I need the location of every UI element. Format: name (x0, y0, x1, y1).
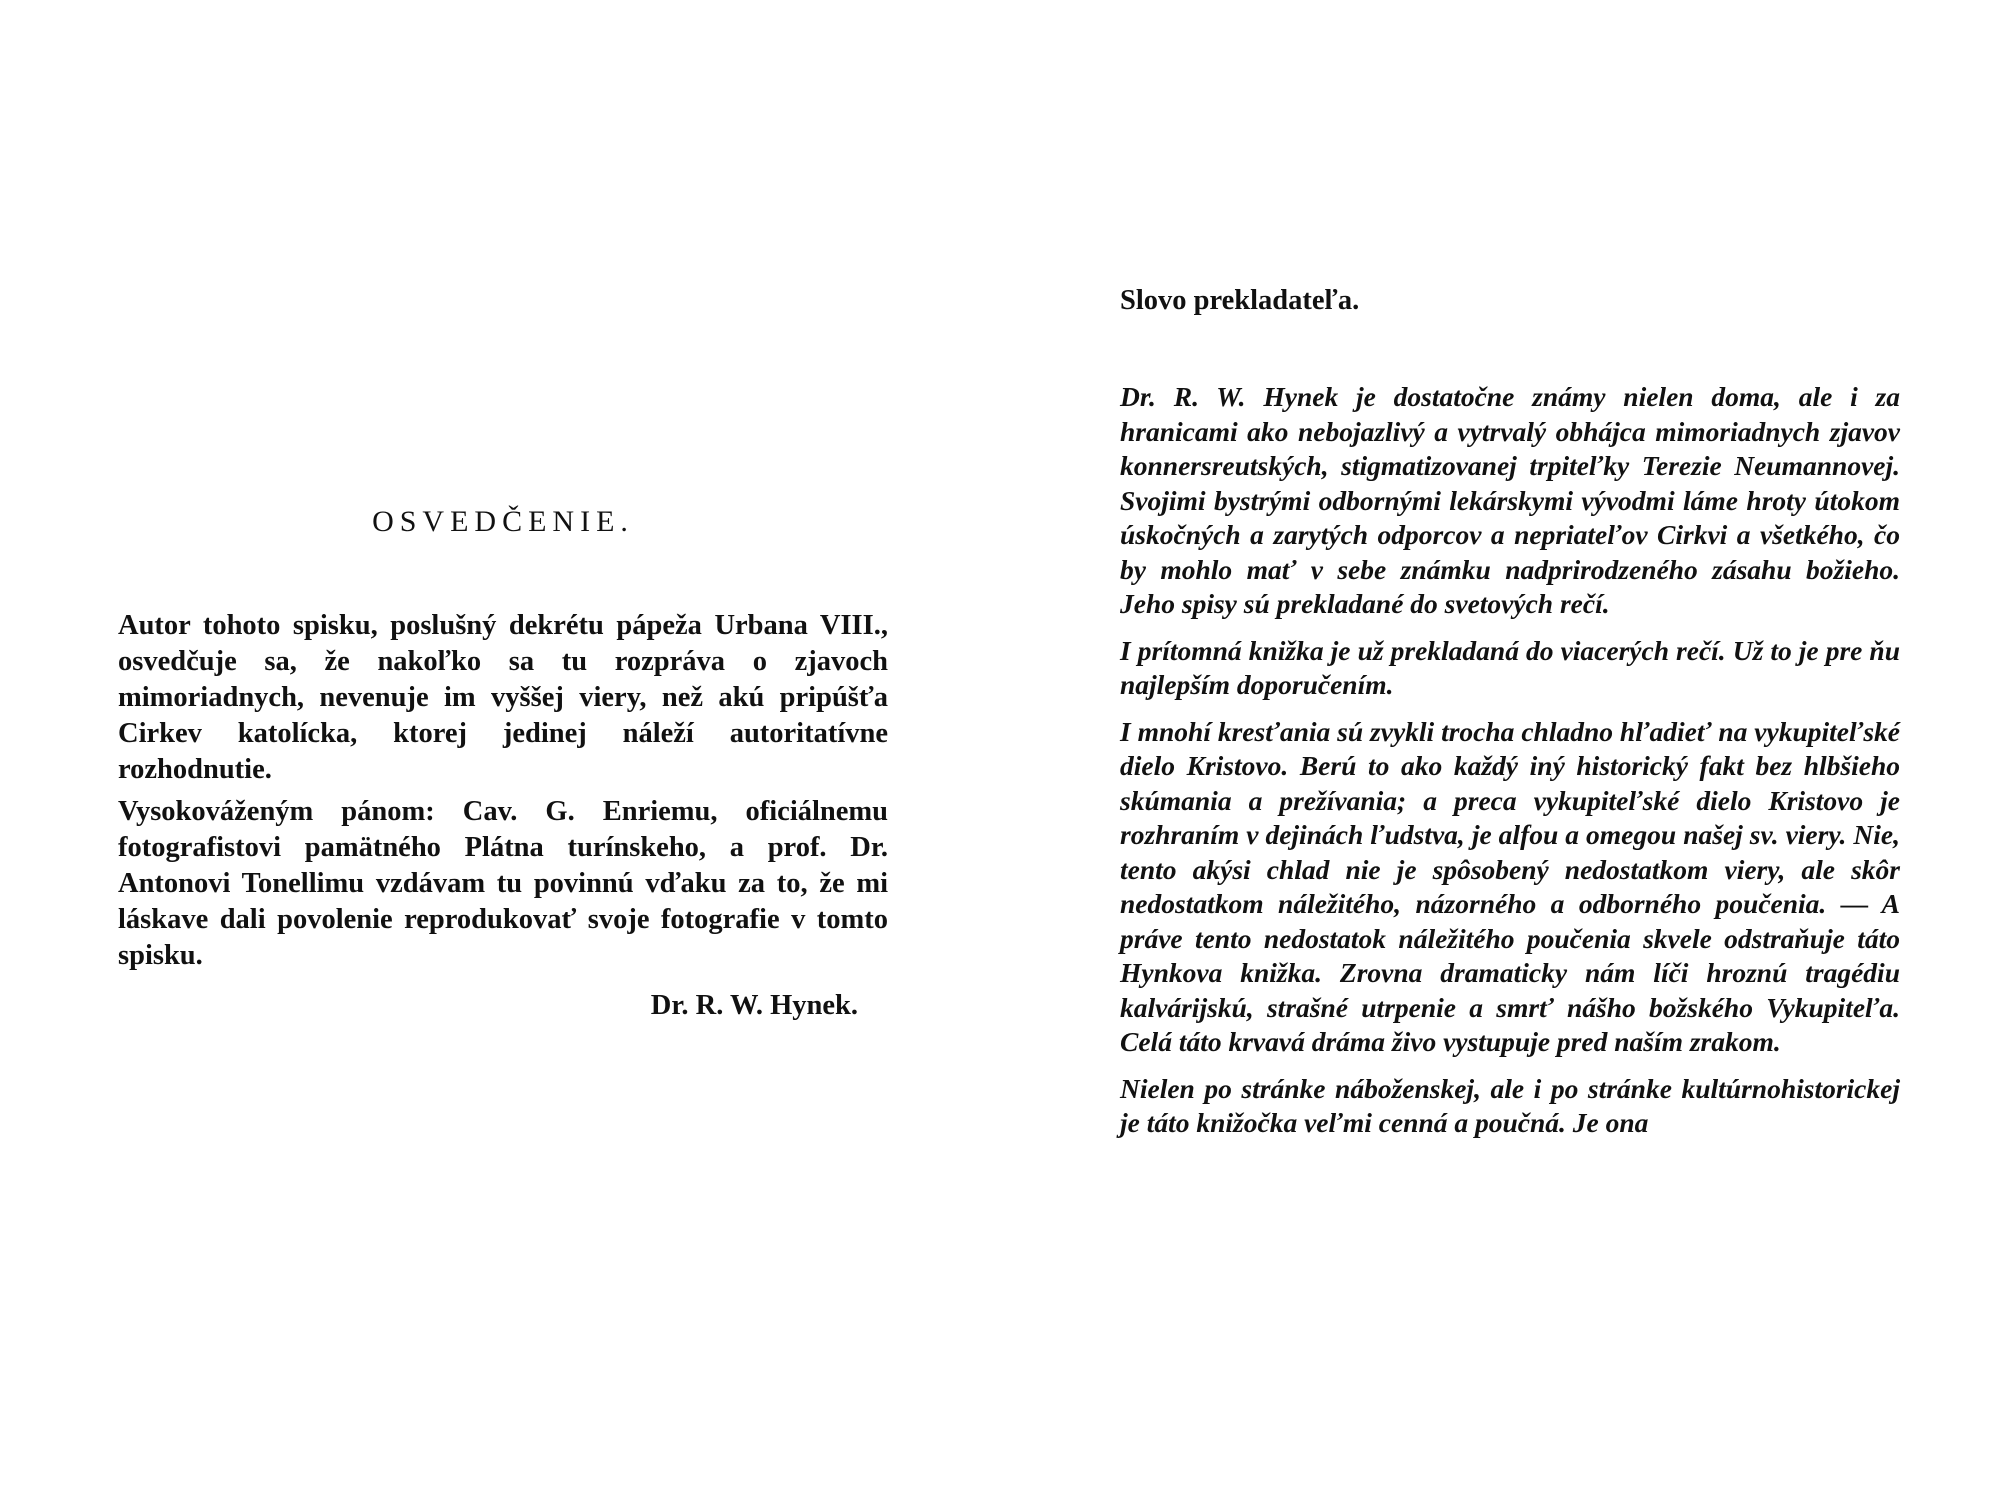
right-paragraph-3: I mnohí kresťania sú zvykli trocha chladno hľadieť na vykupiteľské dielo Kristovo. Berú to ako každý iný historický fakt bez hlbšieho skúmania a prežívania; a preca vykupiteľské dielo Kristovo je rozhraním v dejinách ľudstva, je alfou a omegou našej sv. viery. Nie, tento akýsi chlad nie je spôsobený nedostatkom viery, ale skôr nedostatkom náležitého, názorného a odborného poučenia. — A práve tento nedostatok náležitého poučenia skvele odstraňuje táto Hynkova knižka. Zrovna dramaticky nám líči hroznú tragédiu kalvárijskú, strašné utrpenie a smrť nášho božského Vykupiteľa. Celá táto krvavá dráma živo vystupuje pred naším zrakom. (1120, 715, 1900, 1057)
left-page-heading: OSVEDČENIE. (372, 505, 634, 538)
right-paragraph-4: Nielen po stránke náboženskej, ale i po stránke kultúrnohistorickej je táto knižočka veľmi cenná a poučná. Je ona (1120, 1072, 1900, 1138)
right-page-body (1120, 380, 1900, 1153)
left-page-body (118, 608, 888, 980)
left-paragraph-2: Vysokováženým pánom: Cav. G. Enriemu, oficiálnemu fotografistovi pamätného Plátna turínskeho, a prof. Dr. Antonovi Tonellimu vzdávam tu povinnú vďaku za to, že mi láskave dali povolenie reprodukovať svoje fotografie v tomto spisku. (118, 796, 888, 971)
left-paragraph-1: Autor tohoto spisku, poslušný dekrétu pápeža Urbana VIII., osvedčuje sa, že nakoľko sa tu rozpráva o zjavoch mimoriadnych, nevenuje im vyššej viery, než akú pripúšťa Cirkev katolícka, ktorej jedinej náleží autoritatívne rozhodnutie. (118, 610, 888, 785)
right-paragraph-1: Dr. R. W. Hynek je dostatočne známy nielen doma, ale i za hranicami ako nebojazlivý a vytrvalý obhájca mimoriadnych zjavov konnersreutských, stigmatizovanej trpiteľky Terezie Neumannovej. Svojimi bystrými odbornými lekárskymi vývodmi láme hroty útokom úskočných a zarytých odporcov a nepriateľov Cirkvi a všetkého, čo by mohlo mať v sebe známku nadprirodzeného zásahu božieho. Jeho spisy sú prekladané do svetových rečí. (1120, 381, 1900, 619)
author-signature: Dr. R. W. Hynek. (650, 990, 858, 1021)
right-paragraph-2: I prítomná knižka je už prekladaná do viacerých rečí. Už to je pre ňu najlepším doporučením. (1120, 634, 1900, 700)
right-page-heading: Slovo prekladateľa. (1120, 285, 1360, 316)
